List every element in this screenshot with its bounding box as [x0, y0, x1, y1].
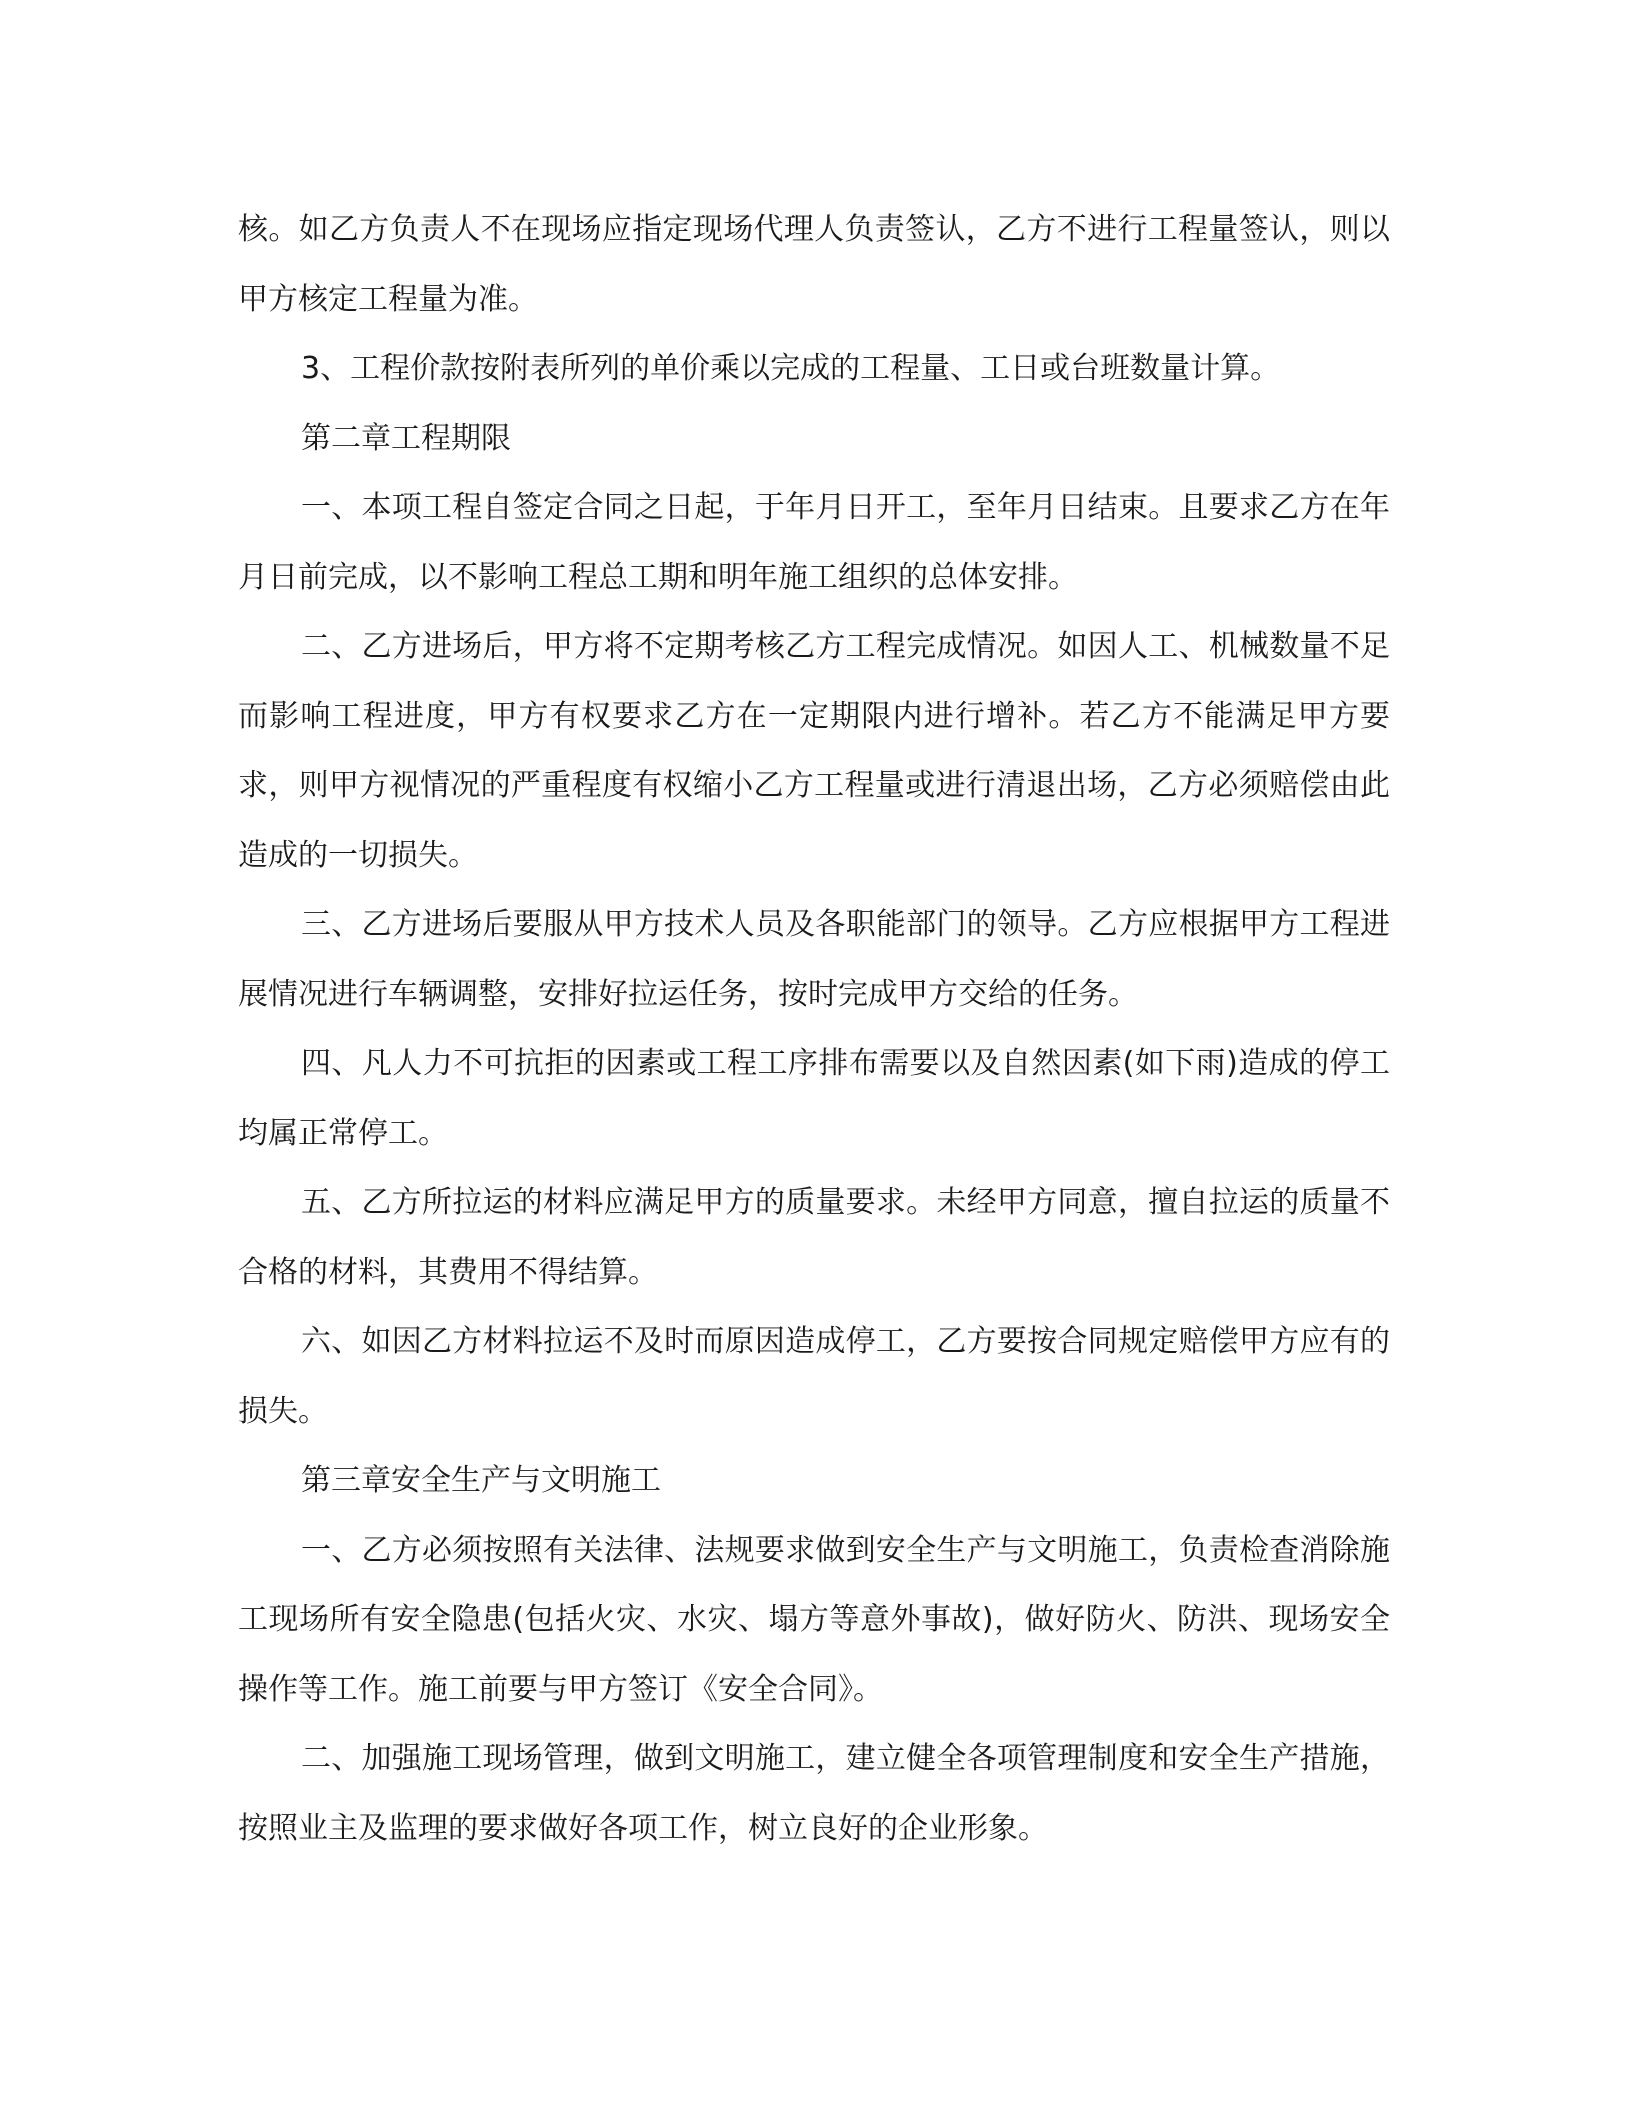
- chapter-three-heading: 第三章安全生产与文明施工: [301, 1463, 661, 1498]
- document-body: [238, 195, 1390, 1863]
- chapter-two-heading: 第二章工程期限: [301, 420, 511, 456]
- paragraph-ch2-item-2: 二、乙方进场后，甲方将不定期考核乙方工程完成情况。如因人工、机械数量不足而影响工程进度，甲方有权要求乙方在一定期限内进行增补。若乙方不能满足甲方要求，则甲方视情况的严重程度有权缩小乙方工程量或进行清退出场，乙方必须赔偿由此造成的一切损失。: [238, 629, 1390, 873]
- paragraph-price-calculation: 3、工程价款按附表所列的单价乘以完成的工程量、工日或台班数量计算。: [301, 351, 1281, 386]
- paragraph-ch2-item-5: 五、乙方所拉运的材料应满足甲方的质量要求。未经甲方同意，擅自拉运的质量不合格的材料，其费用不得结算。: [238, 1185, 1390, 1290]
- paragraph-continuation: 核。如乙方负责人不在现场应指定现场代理人负责签认，乙方不进行工程量签认，则以甲方核定工程量为准。: [238, 212, 1390, 317]
- paragraph-ch3-item-1: 一、乙方必须按照有关法律、法规要求做到安全生产与文明施工，负责检查消除施工现场所有安全隐患(包括火灾、水灾、塌方等意外事故)，做好防火、防洪、现场安全操作等工作。施工前要与甲方签订《安全合同》。: [238, 1532, 1390, 1707]
- paragraph-ch2-item-6: 六、如因乙方材料拉运不及时而原因造成停工，乙方要按合同规定赔偿甲方应有的损失。: [238, 1324, 1390, 1429]
- paragraph-ch2-item-4: 四、凡人力不可抗拒的因素或工程工序排布需要以及自然因素(如下雨)造成的停工均属正常停工。: [238, 1046, 1390, 1151]
- paragraph-ch2-item-3: 三、乙方进场后要服从甲方技术人员及各职能部门的领导。乙方应根据甲方工程进展情况进行车辆调整，安排好拉运任务，按时完成甲方交给的任务。: [238, 907, 1390, 1012]
- paragraph-ch3-item-2: 二、加强施工现场管理，做到文明施工，建立健全各项管理制度和安全生产措施，按照业主及监理的要求做好各项工作，树立良好的企业形象。: [238, 1741, 1390, 1846]
- paragraph-ch2-item-1: 一、本项工程自签定合同之日起，于年月日开工，至年月日结束。且要求乙方在年月日前完成，以不影响工程总工期和明年施工组织的总体安排。: [238, 490, 1390, 595]
